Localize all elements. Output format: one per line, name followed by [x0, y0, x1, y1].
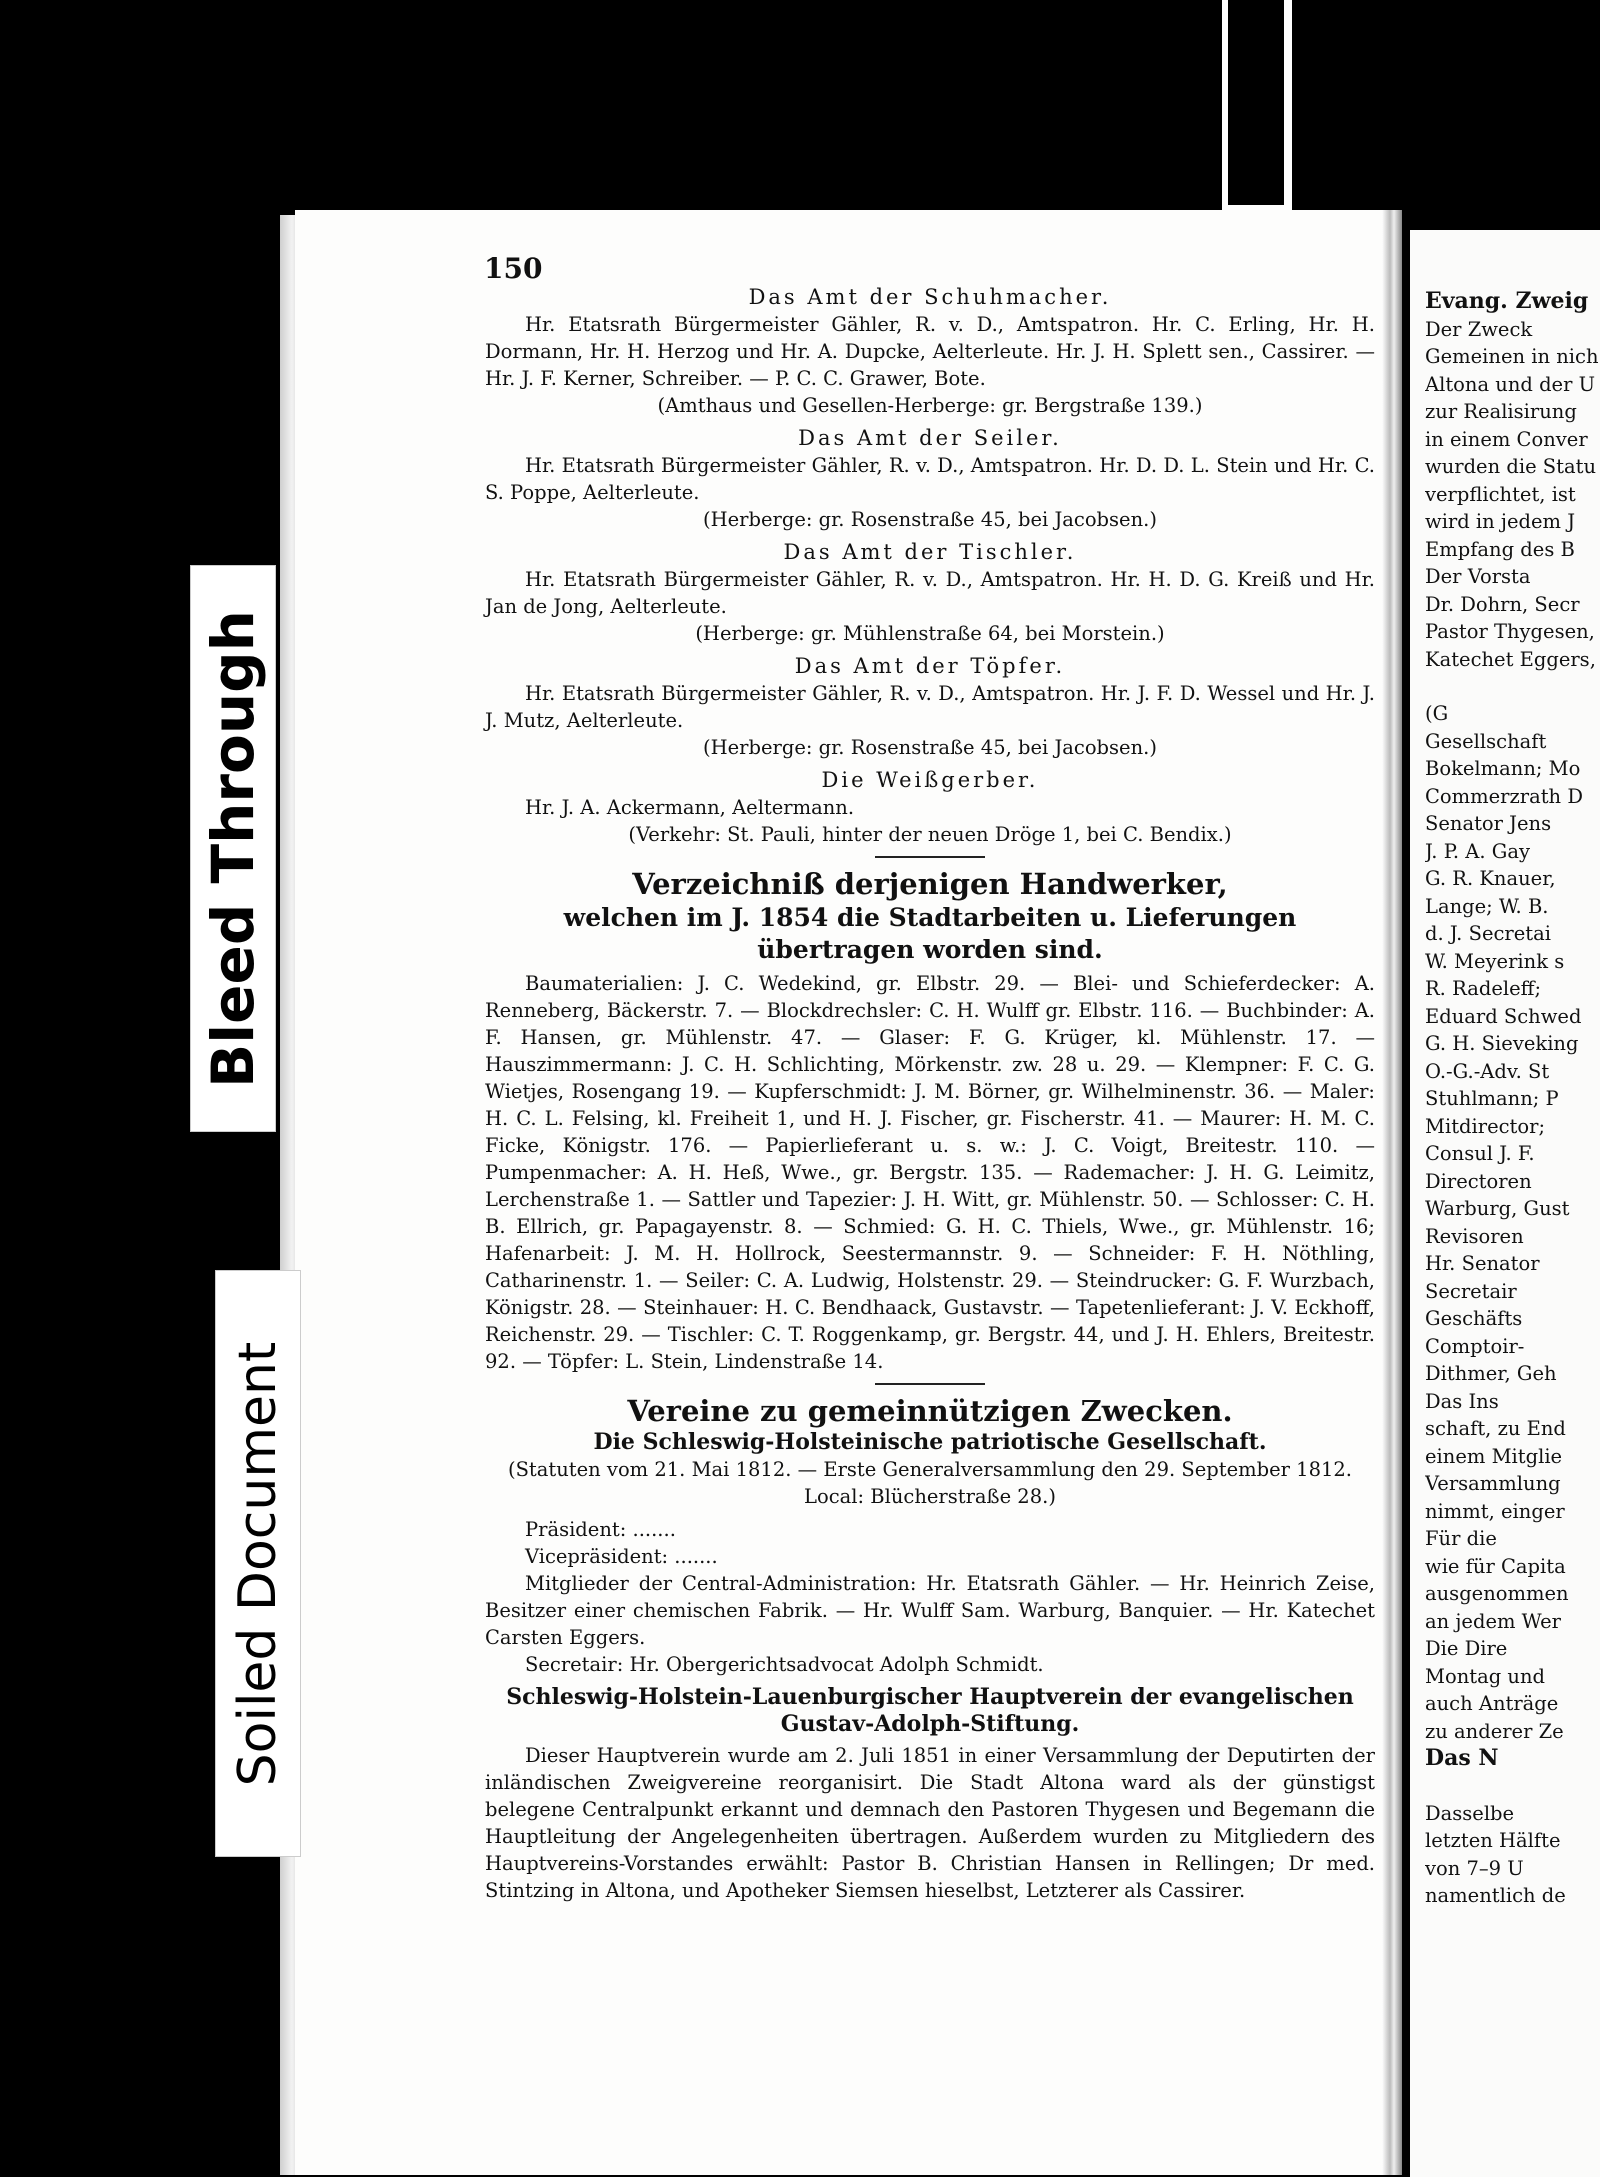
facing-line: schaft, zu End — [1425, 1417, 1566, 1440]
facing-line: Bokelmann; Mo — [1425, 757, 1581, 780]
facing-line: in einem Conver — [1425, 427, 1588, 451]
facing-line — [1425, 1773, 1600, 1800]
soiled-document-label — [215, 1270, 301, 1857]
book-gutter — [1382, 210, 1402, 2175]
facing-line: Revisoren — [1425, 1224, 1524, 1248]
facing-line: Für die — [1425, 1527, 1497, 1550]
facing-line: letzten Hälfte — [1425, 1829, 1561, 1852]
facing-line: von 7–9 U — [1425, 1856, 1524, 1880]
facing-line: an jedem Wer — [1425, 1609, 1561, 1633]
section-divider — [875, 856, 985, 858]
facing-line: Pastor Thygesen, — [1425, 620, 1595, 643]
facing-line: Versammlung — [1425, 1472, 1561, 1495]
toepfer-title: Das Amt der Töpfer. — [794, 654, 1066, 678]
facing-line: O.-G.-Adv. St — [1425, 1059, 1550, 1083]
facing-line: R. Radeleff; — [1425, 977, 1542, 1000]
facing-line: einem Mitglie — [1425, 1444, 1563, 1468]
facing-line: verpflichtet, ist — [1425, 482, 1576, 506]
facing-line: (G — [1425, 702, 1449, 725]
facing-line: nimmt, einger — [1425, 1499, 1565, 1523]
facing-line: auch Anträge — [1425, 1692, 1559, 1715]
facing-line: Gemeinen in nich — [1425, 345, 1599, 368]
verzeichniss-body: Baumaterialien: J. C. Wedekind, gr. Elbstr. 29. — Blei- und Schieferdecker: A. Renneberg, Bäckerstr. 7. — Blockdrechsler: C. H. Wulff gr. Elbstr. 116. — Buchbinder: A. F. Hansen, gr. Mühlenstr. 47. — Glaser: F. G. Krüger, kl. Mühlenstr. 17. — Hauszimmermann: J. C. H. Schlichting, Mörkenstr. zw. 28 u. 29. — Klempner: F. C. G. Wietjes, Rosengang 19. — Kupferschmidt: J. M. Börner, gr. Wilhelminenstr. 36. — Maler: H. C. L. Felsing, kl. Freiheit 1, und H. J. Fischer, gr. Fischerstr. 41. — Maurer: H. M. C. Ficke, Königstr. 176. — Papierlieferant u. s. w.: J. C. Voigt, Breitestr. 110. — Pumpenmacher: A. H. Heß, Wwe., gr. Bergstr. 135. — Rademacher: J. H. G. Leimitz, Lerchenstraße 1. — Sattler und Tapezier: J. H. Witt, gr. Mühlenstr. 50. — Schlosser: C. H. B. Ellrich, gr. Papagayenstr. 8. — Schmied: G. H. C. Thiels, Wwe., gr. Mühlenstr. 16; Hafenarbeit: J. M. H. Hollrock, Seestermannstr. 9. — Schneider: F. H. Nöthling, Catharinenstr. 1. — Seiler: C. A. Ludwig, Holstenstr. 29. — Steindrucker: G. F. Wurzbach, Königstr. 28. — Steinhauer: H. C. Bendhaack, Gustavstr. — Tapetenlieferant: J. V. Eckhoff, Reichenstr. 29. — Tischler: C. T. Roggenkamp, gr. Bergstr. 44, und J. H. Ehlers, Breitestr. 92. — Töpfer: L. Stein, Lindenstraße 14. — [485, 972, 1375, 1373]
facing-line — [1425, 673, 1600, 700]
facing-line: Katechet Eggers, — [1425, 647, 1596, 671]
praesident: Präsident: ....... — [525, 1518, 676, 1541]
facing-page-text — [1425, 288, 1600, 1910]
facing-line: Senator Jens — [1425, 812, 1552, 835]
facing-line: Hr. Senator — [1425, 1252, 1540, 1275]
facing-line: namentlich de — [1425, 1884, 1566, 1907]
gustav-adolph-body: Dieser Hauptverein wurde am 2. Juli 1851 in einer Versammlung der Deputirten der inländischen Zweigvereine reorganisirt. Die Stadt Altona ward als der günstigst belegene Centralpunkt erkannt und demnach den Pastoren Thygesen und Begemann die Hauptleitung der Angelegenheiten übertragen. Außerdem wurden zu Mitgliedern des Hauptvereins-Vorstandes erwählt: Pastor B. Christian Hansen in Rellingen; Dr med. Stintzing in Altona, und Apotheker Siemsen hieselbst, Letzterer als Cassirer. — [485, 1744, 1375, 1902]
facing-line: Consul J. F. — [1425, 1142, 1535, 1165]
facing-line: Mitdirector; — [1425, 1114, 1546, 1138]
tischler-title: Das Amt der Tischler. — [783, 540, 1077, 564]
facing-line: d. J. Secretai — [1425, 922, 1551, 945]
toepfer-note: (Herberge: gr. Rosenstraße 45, bei Jacobsen.) — [703, 736, 1157, 759]
facing-line: J. P. A. Gay — [1425, 839, 1530, 863]
facing-line: Empfang des B — [1425, 537, 1575, 561]
schuhmacher-note: (Amthaus und Gesellen-Herberge: gr. Bergstraße 139.) — [657, 394, 1203, 417]
seiler-title: Das Amt der Seiler. — [798, 426, 1062, 450]
tischler-body: Hr. Etatsrath Bürgermeister Gähler, R. v. D., Amtspatron. Hr. H. D. G. Kreiß und Hr. Jan de Jong, Aelterleute. — [485, 568, 1375, 618]
facing-line: Der Vorsta — [1425, 565, 1531, 588]
facing-line: G. R. Knauer, — [1425, 867, 1556, 890]
facing-line: Dasselbe — [1425, 1801, 1515, 1825]
verzeichniss-subtitle: welchen im J. 1854 die Stadtarbeiten u. Lieferungen übertragen worden sind. — [563, 903, 1297, 964]
facing-line: Warburg, Gust — [1425, 1197, 1570, 1220]
seiler-body: Hr. Etatsrath Bürgermeister Gähler, R. v. D., Amtspatron. Hr. D. D. L. Stein und Hr. C. S. Poppe, Aelterleute. — [485, 454, 1375, 504]
page-number: 150 — [484, 252, 543, 285]
facing-line: Commerzrath D — [1425, 784, 1583, 808]
facing-line: Dithmer, Geh — [1425, 1362, 1557, 1385]
tischler-note: (Herberge: gr. Mühlenstraße 64, bei Morstein.) — [695, 622, 1165, 645]
mitglieder: Mitglieder der Central-Administration: Hr. Etatsrath Gähler. — Hr. Heinrich Zeise, Besitzer einer chemischen Fabrik. — Hr. Wulff Sam. Warburg, Banquier. — Hr. Katechet Carsten Eggers. — [485, 1572, 1375, 1649]
facing-line: W. Meyerink s — [1425, 949, 1565, 973]
facing-line: Directoren — [1425, 1169, 1532, 1193]
facing-line: Das N — [1425, 1745, 1499, 1771]
weissgerber-title: Die Weißgerber. — [821, 768, 1039, 792]
facing-line: G. H. Sieveking — [1425, 1032, 1579, 1055]
secretair: Secretair: Hr. Obergerichtsadvocat Adolph Schmidt. — [525, 1653, 1044, 1676]
facing-line: Evang. Zweig — [1425, 288, 1589, 314]
facing-line: Gesellschaft — [1425, 729, 1547, 753]
schuhmacher-title: Das Amt der Schuhmacher. — [748, 285, 1112, 309]
facing-line: Das Ins — [1425, 1389, 1499, 1413]
facing-line: ausgenommen — [1425, 1582, 1569, 1605]
toepfer-body: Hr. Etatsrath Bürgermeister Gähler, R. v. D., Amtspatron. Hr. J. F. D. Wessel und Hr. J. J. Mutz, Aelterleute. — [485, 682, 1375, 732]
gustav-adolph-title: Schleswig-Holstein-Lauenburgischer Hauptverein der evangelischen Gustav-Adolph-Stiftung. — [506, 1684, 1354, 1737]
soiled-document-text: Soiled Document — [228, 1341, 288, 1786]
schuhmacher-body: Hr. Etatsrath Bürgermeister Gähler, R. v. D., Amtspatron. Hr. C. Erling, Hr. H. Dormann, Hr. H. Herzog und Hr. A. Dupcke, Aelterleute. Hr. J. H. Splett sen., Cassirer. — Hr. J. F. Kerner, Schreiber. — P. C. C. Grawer, Bote. — [485, 313, 1375, 390]
facing-line: zur Realisirung — [1425, 400, 1577, 423]
patriotische-title: Die Schleswig-Holsteinische patriotische Gesellschaft. — [593, 1429, 1267, 1455]
facing-line: Montag und — [1425, 1664, 1546, 1688]
facing-line: wird in jedem J — [1425, 510, 1576, 533]
vicepraesident: Vicepräsident: ....... — [525, 1545, 718, 1568]
vereine-title: Vereine zu gemeinnützigen Zwecken. — [627, 1394, 1233, 1428]
section-divider — [875, 1383, 985, 1385]
facing-line: Altona und der U — [1425, 372, 1596, 396]
bleed-through-label — [190, 565, 276, 1132]
seiler-note: (Herberge: gr. Rosenstraße 45, bei Jacobsen.) — [703, 508, 1157, 531]
patriotische-statuten: (Statuten vom 21. Mai 1812. — Erste Generalversammlung den 29. September 1812. Local: Blücherstraße 28.) — [507, 1458, 1353, 1508]
weissgerber-note: (Verkehr: St. Pauli, hinter der neuen Dröge 1, bei C. Bendix.) — [628, 823, 1232, 846]
verzeichniss-title: Verzeichniß derjenigen Handwerker, — [632, 867, 1228, 901]
facing-line: Der Zweck — [1425, 317, 1533, 341]
facing-line: wurden die Statu — [1425, 455, 1597, 478]
bleed-through-text: Bleed Through — [199, 609, 267, 1088]
facing-line: Geschäfts — [1425, 1307, 1523, 1330]
facing-line: wie für Capita — [1425, 1554, 1566, 1578]
facing-line: Dr. Dohrn, Secr — [1425, 592, 1580, 616]
facing-line: zu anderer Ze — [1425, 1719, 1564, 1743]
facing-line: Stuhlmann; P — [1425, 1087, 1559, 1110]
main-column — [485, 248, 1375, 1904]
facing-line: Lange; W. B. — [1425, 894, 1549, 918]
bookmark-strip — [1228, 0, 1284, 205]
facing-line: Eduard Schwed — [1425, 1004, 1582, 1028]
facing-line: Secretair — [1425, 1279, 1517, 1303]
facing-line: Comptoir- — [1425, 1334, 1525, 1358]
weissgerber-body: Hr. J. A. Ackermann, Aeltermann. — [525, 796, 855, 819]
facing-line: Die Dire — [1425, 1637, 1508, 1660]
